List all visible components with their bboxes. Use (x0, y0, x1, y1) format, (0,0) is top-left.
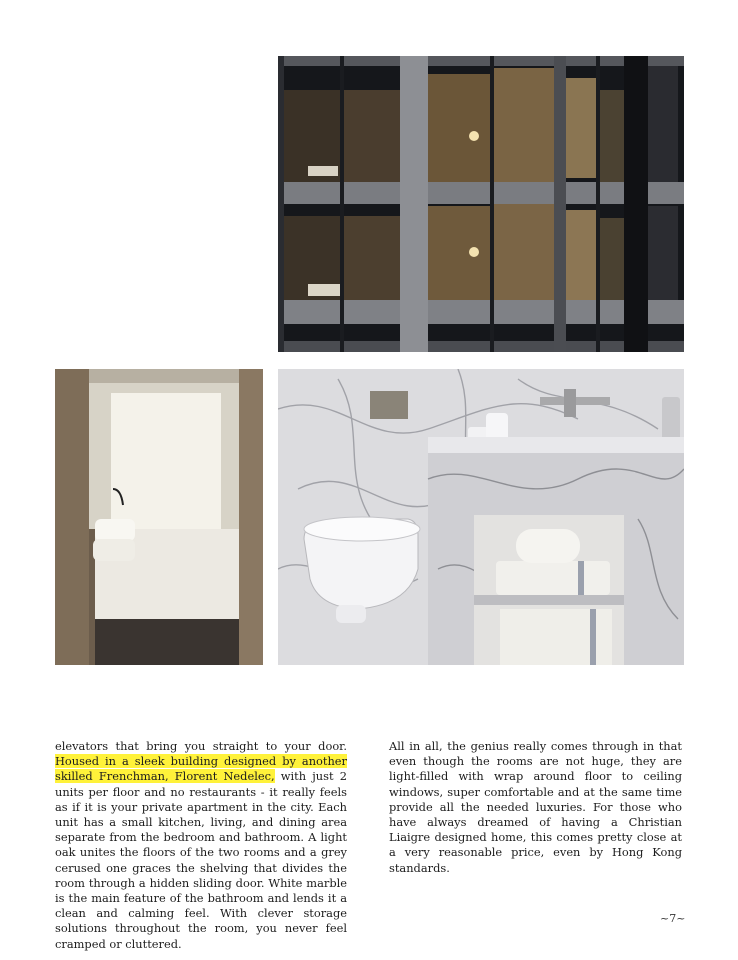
page-number: ~7~ (660, 912, 686, 925)
article-text-intro: elevators that bring you straight to your door. (55, 739, 347, 753)
highlighted-text: Housed in a sleek building designed by another skilled Frenchman, Florent Nedelec, (55, 754, 347, 784)
building-exterior-photo (278, 56, 684, 352)
bathroom-marble-photo (278, 369, 684, 665)
bedroom-photo (55, 369, 263, 665)
article-text-body: with just 2 units per floor and no restaurants - it really feels as if it is your private apartment in the city. Each unit has a small kitchen, living, and dining area separate from the bedroom and bathroom. A light oak unites the floors of the two rooms and a grey cerused one graces the shelving that divides the room through a hidden sliding door. White marble is the main feature of the bathroom and lends it a clean and calming feel. With clever storage solutions throughout the room, you never feel cramped or cluttered. (55, 769, 347, 951)
article-column-right: All in all, the genius really comes through in that even though the rooms are not huge, they are light-filled with wrap around floor to ceiling windows, super comfortable and at the same time provide all the needed luxuries. For those who have always dreamed of having a Christian Liaigre designed home, this comes pretty close at a very reasonable price, even by Hong Kong standards. (389, 739, 682, 875)
article-column-left (55, 739, 347, 952)
